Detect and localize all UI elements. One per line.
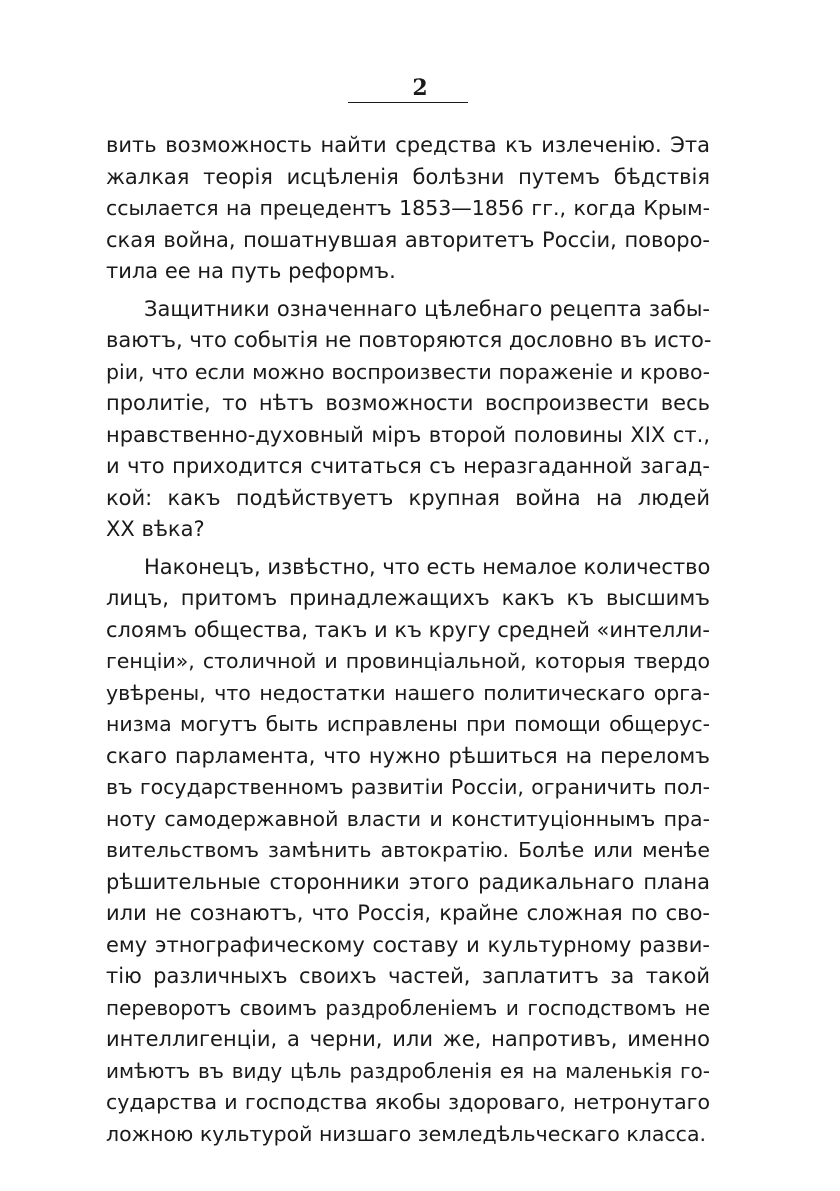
header-rule — [348, 102, 468, 103]
text-line: ріи, что если можно воспроизвести пораженіе и крово- — [106, 359, 710, 384]
text-line: увѣрены, что недостатки нашего политическаго орга- — [106, 680, 710, 705]
text-line: интеллигенціи, а черни, или же, напротивъ, именно — [106, 1027, 710, 1051]
text-line: ему этнографическому составу и культурному разви- — [106, 932, 710, 957]
text-line: генціи», столичной и провинціальной, которыя твердо — [106, 649, 710, 673]
text-line: или не сознаютъ, что Россія, крайне сложная по сво- — [106, 901, 710, 925]
text-line: имѣютъ въ виду цѣль раздробленія ея на маленькія го- — [106, 1058, 710, 1083]
text-line: скаго парламента, что нужно рѣшиться на переломъ — [106, 743, 710, 768]
body-text — [106, 130, 710, 1150]
paragraph-1 — [106, 130, 710, 288]
text-line: Защитники означеннаго цѣлебнаго рецепта забы- — [144, 296, 710, 321]
text-line: и что приходится считаться съ неразгаданной загад- — [106, 454, 710, 478]
text-line: Наконецъ, извѣстно, что есть немалое количество — [144, 554, 711, 579]
text-line: лицъ, притомъ принадлежащихъ какъ къ высшимъ — [106, 586, 710, 610]
text-line: тила ее на путь реформъ. — [106, 259, 396, 283]
text-line: пролитіе, то нѣтъ возможности воспроизвести весь — [106, 391, 710, 415]
paragraph-3 — [106, 552, 710, 1151]
text-line: XX вѣка? — [106, 517, 205, 541]
text-line: переворотъ своимъ раздробленіемъ и господствомъ не — [106, 995, 710, 1020]
text-line: сударства и господства якобы здороваго, нетронутаго — [106, 1090, 710, 1114]
text-line: вительствомъ замѣнить автократію. Болѣе или менѣе — [106, 838, 710, 862]
text-line: нравственно-духовный міръ второй половины XIX ст., — [106, 422, 710, 447]
text-line: рѣшительные сторонники этого радикальнаго плана — [106, 869, 710, 894]
text-line: жалкая теорія исцѣленія болѣзни путемъ бѣдствія — [106, 164, 710, 189]
text-line: тію различныхъ своихъ частей, заплатитъ за такой — [106, 964, 710, 988]
text-line: въ государственномъ развитіи Россіи, ограничить пол- — [106, 775, 710, 799]
text-line: вить возможность найти средства къ излеченію. Эта — [106, 133, 710, 157]
text-line: ссылается на прецедентъ 1853—1856 гг., когда Крым- — [106, 196, 710, 220]
text-line: слоямъ общества, такъ и къ кругу средней «интелли- — [106, 617, 710, 642]
paragraph-2 — [106, 294, 710, 546]
text-line: ская война, пошатнувшая авторитетъ Россіи, поворо- — [106, 227, 710, 252]
page-number: 2 — [412, 75, 428, 101]
text-line: кой: какъ подѣйствуетъ крупная война на людей — [106, 485, 710, 510]
text-line: низма могутъ быть исправлены при помощи общерус- — [106, 712, 710, 736]
text-line: ложною культурой низшаго земледѣльческаго класса. — [106, 1121, 707, 1146]
text-line: ноту самодержавной власти и конституціоннымъ пра- — [106, 806, 710, 831]
text-line: ваютъ, что событія не повторяются дословно въ исто- — [106, 328, 712, 352]
